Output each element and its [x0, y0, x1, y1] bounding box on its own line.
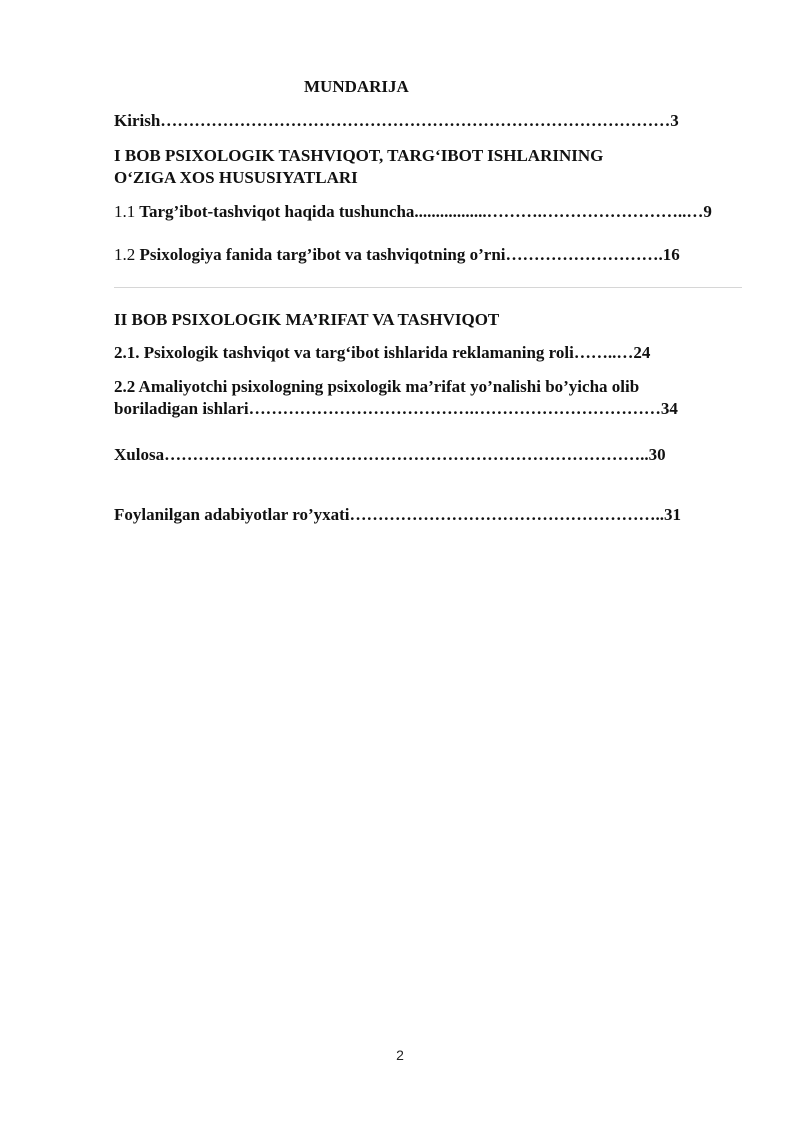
toc-entry-text: Psixologiya fanida targ’ibot va tashviqotning o’rni……………………….16 — [135, 245, 680, 264]
toc-entry-1-1 — [114, 202, 712, 222]
toc-entry-adabiyotlar: Foylanilgan adabiyotlar ro’yxati………………………………………………..31 — [114, 505, 682, 524]
toc-chapter-2: II BOB PSIXOLOGIK MA’RIFAT VA TASHVIQOT — [114, 310, 500, 329]
separator-line — [114, 287, 742, 288]
toc-entry-2-1: 2.1. Psixologik tashviqot va targ‘ibot ishlarida reklamaning roli……..…24 — [114, 343, 651, 362]
toc-chapter-1-line-1: I BOB PSIXOLOGIK TASHVIQOT, TARG‘IBOT ISHLARINING — [114, 146, 604, 165]
toc-entry-number: 1.2 — [114, 245, 136, 264]
toc-entry-xulosa: Xulosa…………………………………………………………………………..30 — [114, 445, 666, 464]
toc-entry-2-2-line-1: 2.2 Amaliyotchi psixologning psixologik ma’rifat yo’nalishi bo’yicha olib — [114, 377, 640, 396]
toc-chapter-1-line-2: O‘ZIGA XOS HUSUSIYATLARI — [114, 168, 358, 187]
toc-entry-kirish: Kirish………………………………………………………………………………3 — [114, 111, 679, 130]
toc-entry-text: Targ’ibot-tashviqot haqida tushuncha.................……….……………………..…9 — [135, 202, 712, 221]
toc-entry-2-2-line-2: boriladigan ishlari………………………………….……………………………34 — [114, 399, 678, 418]
page-title: MUNDARIJA — [304, 77, 409, 96]
toc-entry-1-2 — [114, 245, 680, 265]
toc-entry-number: 1.1 — [114, 202, 136, 221]
page-number: 2 — [396, 1047, 404, 1063]
